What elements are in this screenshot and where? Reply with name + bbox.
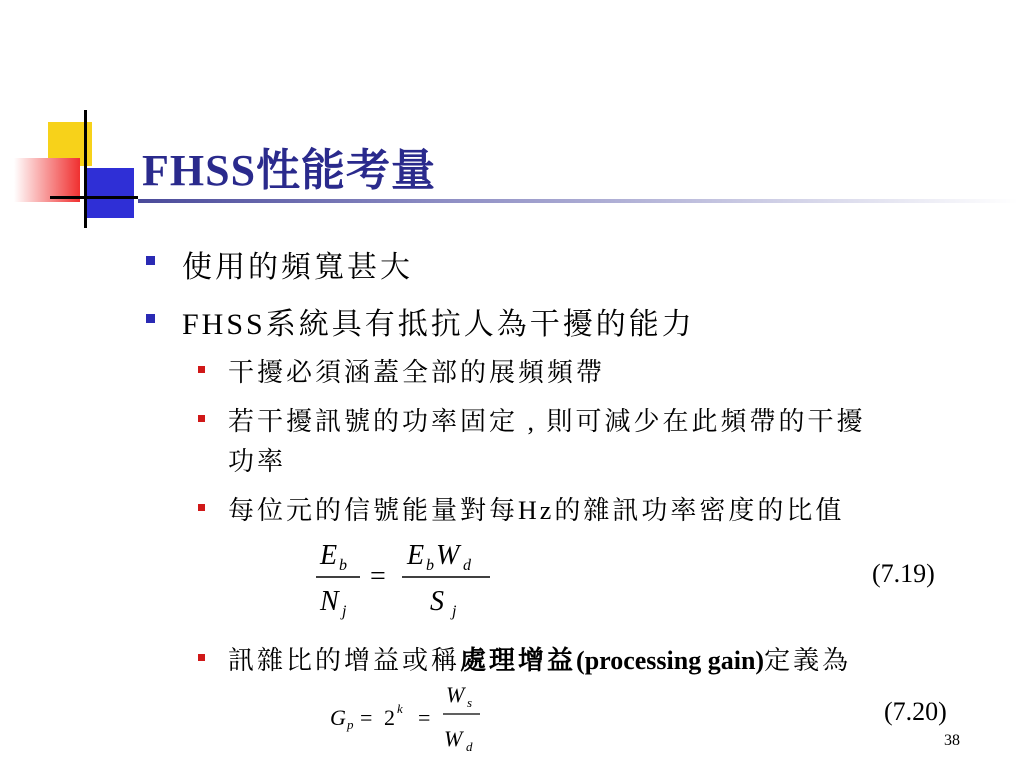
eq2-g-sub: p <box>347 717 354 732</box>
eq1-rhs-num-1: E <box>407 540 425 571</box>
decor-blue-square <box>86 168 134 218</box>
eq1-lhs-den: N <box>320 586 339 617</box>
eq2-equals-2: = <box>418 705 431 730</box>
eq1-rhs-den: S <box>430 586 444 617</box>
eq1-lhs-num: E <box>320 540 338 571</box>
eq2-base: 2 <box>384 705 395 730</box>
eq1-lhs-den-sub: j <box>342 603 347 620</box>
equation-7-20 <box>320 676 520 766</box>
decor-vertical-line <box>84 110 87 228</box>
eq2-den: W <box>444 726 463 751</box>
bullet-marker <box>146 256 155 265</box>
eq2-exp: k <box>397 701 403 716</box>
processing-gain-term: 處理增益 <box>460 646 577 675</box>
sub-bullet-text-4-suffix: 定義為 <box>764 646 852 675</box>
eq1-rhs-den-sub: j <box>452 603 457 620</box>
bullet-text-2: FHSS系統具有抵抗人為干擾的能力 <box>182 308 695 341</box>
bullet-marker <box>146 314 155 323</box>
eq1-rhs-num-1-sub: b <box>426 557 434 574</box>
sub-bullet-text-4-prefix: 訊雜比的增益或稱 <box>228 646 461 675</box>
equation-number-7-19: (7.19) <box>872 559 935 588</box>
sub-bullet-marker <box>198 366 205 373</box>
page-number: 38 <box>944 732 960 749</box>
sub-bullet-text-1: 干擾必須涵蓋全部的展頻頻帶 <box>228 358 606 387</box>
sub-bullet-text-4 <box>228 640 851 677</box>
sub-bullet-marker <box>198 415 205 422</box>
eq2-num: W <box>446 682 465 707</box>
bullet-text-1: 使用的頻寬甚大 <box>182 251 413 284</box>
eq2-g: G <box>330 705 346 730</box>
eq2-equals-1: = <box>360 705 373 730</box>
title-underline-rule <box>138 199 1018 203</box>
slide-title: FHSS性能考量 <box>142 146 437 195</box>
sub-bullet-marker <box>198 654 205 661</box>
sub-bullet-text-3: 每位元的信號能量對每Hz的雜訊功率密度的比值 <box>228 496 845 525</box>
equation-number-7-20: (7.20) <box>884 697 947 726</box>
eq1-rhs-num-2: W <box>436 540 460 571</box>
sub-bullet-marker <box>198 504 205 511</box>
decor-horizontal-line <box>50 196 138 199</box>
eq2-den-sub: d <box>466 739 473 754</box>
processing-gain-english: (processing gain) <box>576 646 765 675</box>
eq2-num-sub: s <box>467 695 473 710</box>
sub-bullet-text-2-line1: 若干擾訊號的功率固定 , 則可減少在此頻帶的干擾 <box>228 407 866 436</box>
eq1-equals: = <box>370 561 386 592</box>
sub-bullet-text-2-line2: 功率 <box>228 447 287 476</box>
eq1-lhs-num-sub: b <box>339 557 347 574</box>
equation-7-19 <box>300 530 520 630</box>
eq1-rhs-num-2-sub: d <box>463 557 471 574</box>
